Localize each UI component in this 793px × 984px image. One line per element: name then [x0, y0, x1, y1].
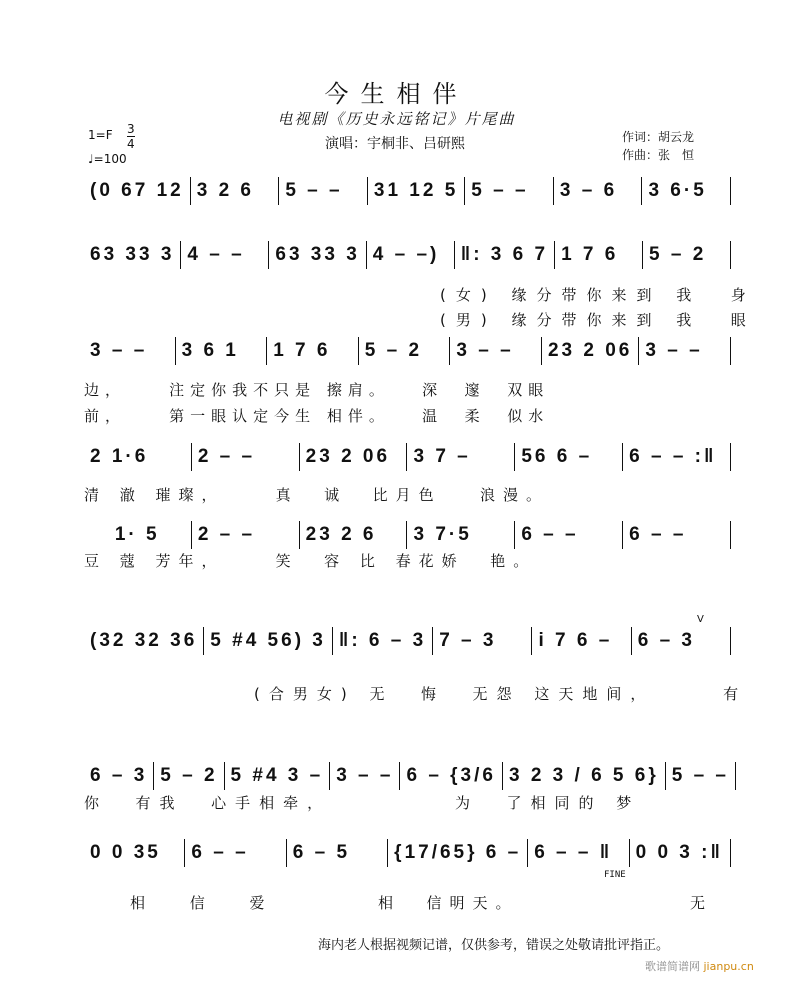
- measure: 4 – –): [372, 244, 440, 265]
- notation-row: [84, 763, 731, 789]
- notation-row: [84, 628, 731, 654]
- measure: 23 2 6: [305, 524, 377, 545]
- measure: 1 7 6: [273, 340, 331, 361]
- measure: i 7 6 –: [538, 630, 613, 651]
- time-sig-bottom: 4: [127, 137, 135, 151]
- singers: 演唱：宇桐非、吕研熙: [325, 136, 465, 152]
- measure: 31 12 5: [373, 180, 459, 201]
- watermark: [645, 958, 754, 974]
- notation-row: [84, 242, 731, 268]
- measure: 3 2 3 / 6 5 6}: [508, 765, 659, 786]
- measure: 2 1·6: [90, 446, 149, 467]
- lyric-line: 相 信 爱: [130, 894, 285, 912]
- measure: 5 – 2: [649, 244, 707, 265]
- measure: (32 32 36: [90, 630, 198, 651]
- tempo-mark: ♩=100: [88, 152, 127, 166]
- measure: 3 – –: [456, 340, 514, 361]
- measure: 2 – –: [197, 524, 256, 545]
- measure: 63 33 3: [275, 244, 360, 265]
- measure: ‖: 6 – 3: [338, 630, 427, 651]
- lyric-line: 边， 注定你我不只是 擦肩。 深 邃 双眼: [84, 381, 550, 399]
- bar-line: [730, 337, 731, 365]
- measure: 6 – –: [191, 842, 249, 863]
- measure: 5 – –: [471, 180, 529, 201]
- fine-mark: FINE: [604, 870, 626, 880]
- measure: 6 – 5: [292, 842, 351, 863]
- bar-line: [730, 241, 731, 269]
- footer-note: 海内老人根据视频记谱，仅供参考，错误之处敬请批评指正。: [318, 938, 670, 953]
- measure: 5 #4 3 –: [230, 765, 324, 786]
- measure: 3 – –: [645, 340, 703, 361]
- measure: 5 – 2: [364, 340, 423, 361]
- time-signature: [127, 122, 135, 151]
- watermark-text: 歌谱简谱网: [645, 960, 700, 973]
- lyric-line: 前， 第一眼认定今生 相伴。 温 柔 似水: [84, 407, 550, 425]
- notation-row: [84, 444, 731, 470]
- measure: ‖: 3 6 7: [460, 244, 549, 265]
- measure: (0 67 12: [90, 180, 184, 201]
- measure: 23 2 06: [547, 340, 633, 361]
- measure: 56 6 –: [521, 446, 593, 467]
- measure: 23 2 06: [305, 446, 391, 467]
- measure: 7 – 3: [439, 630, 497, 651]
- composer: 作曲：张 恒: [622, 148, 695, 162]
- measure: 3 6·5: [648, 180, 707, 201]
- measure: 6 – {3/6: [406, 765, 496, 786]
- measure: 3 – –: [90, 340, 148, 361]
- measure: 63 33 3: [90, 244, 175, 265]
- measure: 3 6 1: [181, 340, 239, 361]
- lyric-line: 相 信明天。: [378, 894, 519, 912]
- measure: 6 – 3: [90, 765, 148, 786]
- lyric-line: 你 有我 心手相牵， 为 了相同的 梦: [84, 794, 641, 812]
- measure: 3 7·5: [413, 524, 472, 545]
- lyric-line: 无: [690, 894, 716, 912]
- bar-line: [730, 177, 731, 205]
- measure: 6 – 3: [637, 630, 695, 651]
- bar-line: [730, 627, 731, 655]
- measure: 3 2 6: [196, 180, 254, 201]
- lyric-line: (女) 缘分带你来到 我 身: [440, 286, 756, 304]
- measure: 4 – –: [187, 244, 245, 265]
- time-sig-top: 3: [127, 122, 135, 136]
- measure: 5 – –: [285, 180, 343, 201]
- measure: 2 – –: [197, 446, 256, 467]
- measure: 3 – –: [336, 765, 394, 786]
- lyricist: 作词：胡云龙: [622, 130, 695, 144]
- key-signature: 1=F: [88, 128, 113, 142]
- bar-line: [730, 443, 731, 471]
- measure: 1· 5: [90, 524, 160, 545]
- measure: {17/65} 6 –: [394, 842, 522, 863]
- notation-row: [84, 178, 731, 204]
- measure: 6 – – ‖: [534, 842, 613, 863]
- notation-row: [84, 840, 731, 866]
- lyric-line: (男) 缘分带你来到 我 眼: [440, 311, 756, 329]
- bar-line: [730, 839, 731, 867]
- bar-line: [730, 521, 731, 549]
- lyric-line: (合男女) 无 悔 无怨 这天地间， 有: [254, 685, 748, 703]
- bar-line: [735, 762, 736, 790]
- song-title: 今生相伴: [324, 80, 469, 108]
- notation-row: [84, 522, 731, 548]
- lyric-line: 清 澈 璀璨， 真 诚 比月色 浪漫。: [84, 486, 549, 504]
- lyric-line: 豆 蔻 芳年， 笑 容 比 春花娇 艳。: [84, 552, 537, 570]
- measure: 0 0 35: [90, 842, 161, 863]
- measure: 6 – –: [521, 524, 579, 545]
- measure: 3 7 –: [413, 446, 471, 467]
- watermark-url: jianpu.cn: [703, 960, 754, 973]
- breath-mark: V: [697, 614, 704, 625]
- measure: 6 – – :‖: [629, 446, 717, 467]
- measure: 6 – –: [629, 524, 687, 545]
- measure: 0 0 3 :‖: [635, 842, 723, 863]
- measure: 3 – 6: [559, 180, 618, 201]
- song-subtitle: 电视剧《历史永远铭记》片尾曲: [277, 110, 516, 128]
- notation-row: [84, 338, 731, 364]
- measure: 5 #4 56) 3: [210, 630, 326, 651]
- measure: 1 7 6: [561, 244, 619, 265]
- measure: 5 – 2: [160, 765, 218, 786]
- measure: 5 – –: [671, 765, 729, 786]
